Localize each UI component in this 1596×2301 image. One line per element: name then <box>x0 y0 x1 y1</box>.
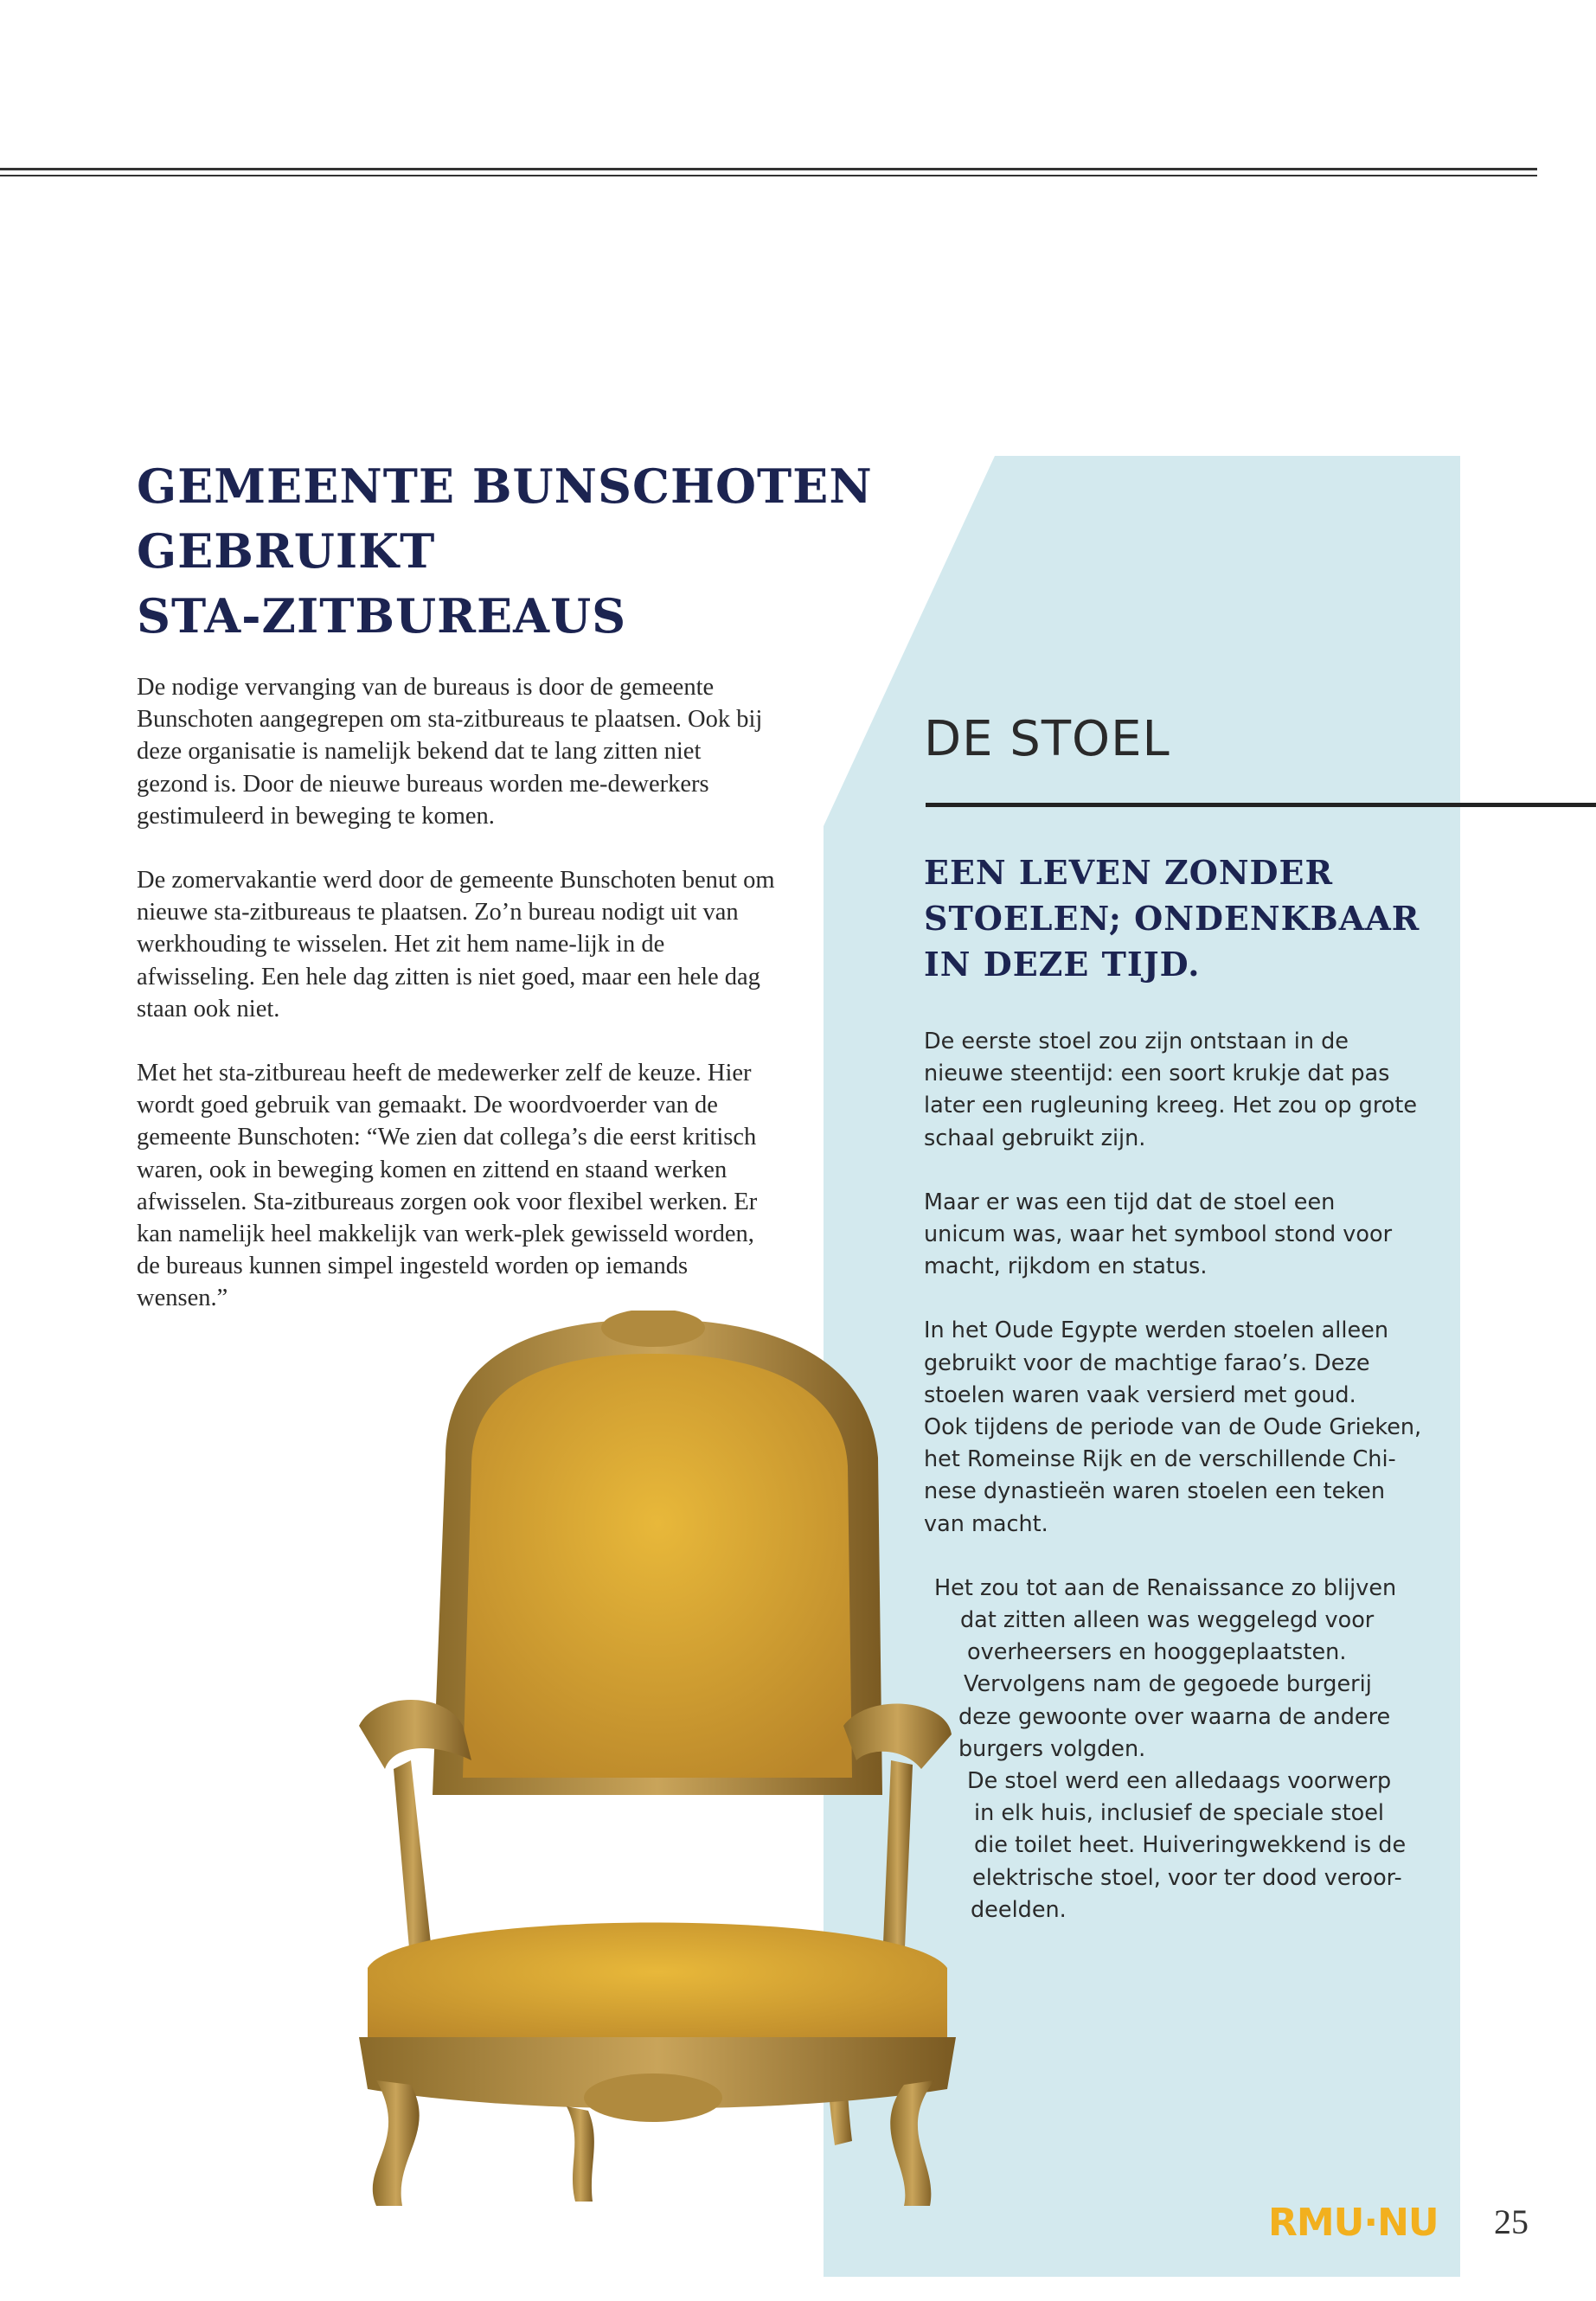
sidebar-paragraph <box>924 1573 1452 1926</box>
sidebar-line: Maar er was een tijd dat de stoel een <box>924 1189 1336 1215</box>
sidebar-subtitle-line: EEN LEVEN ZONDER <box>924 853 1334 892</box>
article-paragraph: De nodige vervanging van de bureaus is door de gemeente Bunschoten aangegrepen om sta-zitbureaus te plaatsen. Ook bij deze organisatie is namelijk bekend dat te lang zitten niet gezond is. Door de nieuwe bureaus worden me-dewerkers gestimuleerd in beweging te komen. <box>137 674 763 830</box>
sidebar-line: stoelen waren vaak versierd met goud. <box>924 1381 1356 1408</box>
sidebar-paragraph <box>924 1026 1452 1155</box>
sidebar-line: gebruikt voor de machtige farao’s. Deze <box>924 1349 1370 1376</box>
sidebar-line: De eerste stoel zou zijn ontstaan in de <box>924 1029 1349 1054</box>
sidebar-line: van macht. <box>924 1510 1048 1537</box>
sidebar-paragraph <box>924 1315 1452 1540</box>
armchair-image <box>350 1311 956 2210</box>
sidebar-title: DE STOEL <box>924 711 1170 767</box>
article-paragraph: De zomervakantie werd door de gemeente Bunschoten benut om nieuwe sta-zitbureaus te plaatsen. Zo’n bureau nodigt uit van werkhouding te wisselen. Het zit hem name-lijk in de afwisseling. Een hele dag zitten is niet goed, maar een hele dag staan ook niet. <box>137 867 775 1022</box>
sidebar-line: macht, rijkdom en status. <box>924 1253 1208 1280</box>
page-number: 25 <box>1494 2202 1529 2241</box>
sidebar-line: later een rugleuning kreeg. Het zou op grote <box>924 1093 1418 1119</box>
sidebar-line: het Romeinse Rijk en de verschillende Chi- <box>924 1446 1396 1473</box>
sidebar-line: De stoel werd een alledaags voorwerp <box>967 1768 1392 1795</box>
article-body <box>137 671 777 1347</box>
sidebar-line: In het Oude Egypte werden stoelen alleen <box>924 1317 1388 1344</box>
article-title-line: GEMEENTE BUNSCHOTEN <box>137 458 873 514</box>
sidebar-line: Vervolgens nam de gegoede burgerij <box>964 1671 1372 1698</box>
sidebar-line: deze gewoonte over waarna de andere <box>958 1703 1391 1730</box>
sidebar-line: burgers volgden. <box>958 1735 1146 1762</box>
header-rule <box>0 168 1537 170</box>
sidebar-line: Het zou tot aan de Renaissance zo blijven <box>934 1574 1397 1601</box>
sidebar-line: overheersers en hooggeplaatsten. <box>967 1639 1347 1666</box>
sidebar-body <box>924 1026 1452 1958</box>
sidebar-line: die toilet heet. Huiveringwekkend is de <box>974 1832 1407 1859</box>
sidebar-title-rule <box>926 803 1596 807</box>
sidebar-line: elektrische stoel, voor ter dood veroor- <box>972 1864 1402 1891</box>
sidebar-line: in elk huis, inclusief de speciale stoel <box>974 1800 1384 1827</box>
sidebar-line: Ook tijdens de periode van de Oude Grieken, <box>924 1414 1422 1441</box>
article-title-line: STA-ZITBUREAUS <box>137 588 627 644</box>
sidebar-subtitle-line: IN DEZE TIJD. <box>924 945 1201 984</box>
sidebar-line: nieuwe steentijd: een soort krukje dat pas <box>924 1061 1390 1087</box>
article-title-line: GEBRUIKT <box>137 523 436 579</box>
sidebar-line: schaal gebruikt zijn. <box>924 1125 1146 1151</box>
sidebar-line: unicum was, waar het symbool stond voor <box>924 1221 1393 1248</box>
sidebar-line: dat zitten alleen was weggelegd voor <box>960 1607 1375 1634</box>
sidebar-subtitle <box>924 849 1443 987</box>
sidebar-line: deelden. <box>971 1896 1067 1923</box>
header-rule-thin <box>0 175 1537 176</box>
article-paragraph: Met het sta-zitbureau heeft de medewerker zelf de keuze. Hier wordt goed gebruik van gemaakt. De woordvoerder van de gemeente Bunschoten: “We zien dat collega’s die eerst kritisch waren, ook in beweging komen en zittend en staand werken afwisselen. Sta-zitbureaus zorgen ook voor flexibel werken. Er kan namelijk heel makkelijk van werk-plek gewisseld worden, de bureaus kunnen simpel ingesteld worden op iemands wensen.” <box>137 1060 758 1312</box>
sidebar-line: nese dynastieën waren stoelen een teken <box>924 1478 1386 1505</box>
article-title <box>137 454 873 649</box>
sidebar-paragraph <box>924 1187 1452 1284</box>
sidebar-subtitle-line: STOELEN; ONDENKBAAR <box>924 899 1420 938</box>
rmu-nu-logo: RMU·NU <box>1268 2201 1439 2245</box>
